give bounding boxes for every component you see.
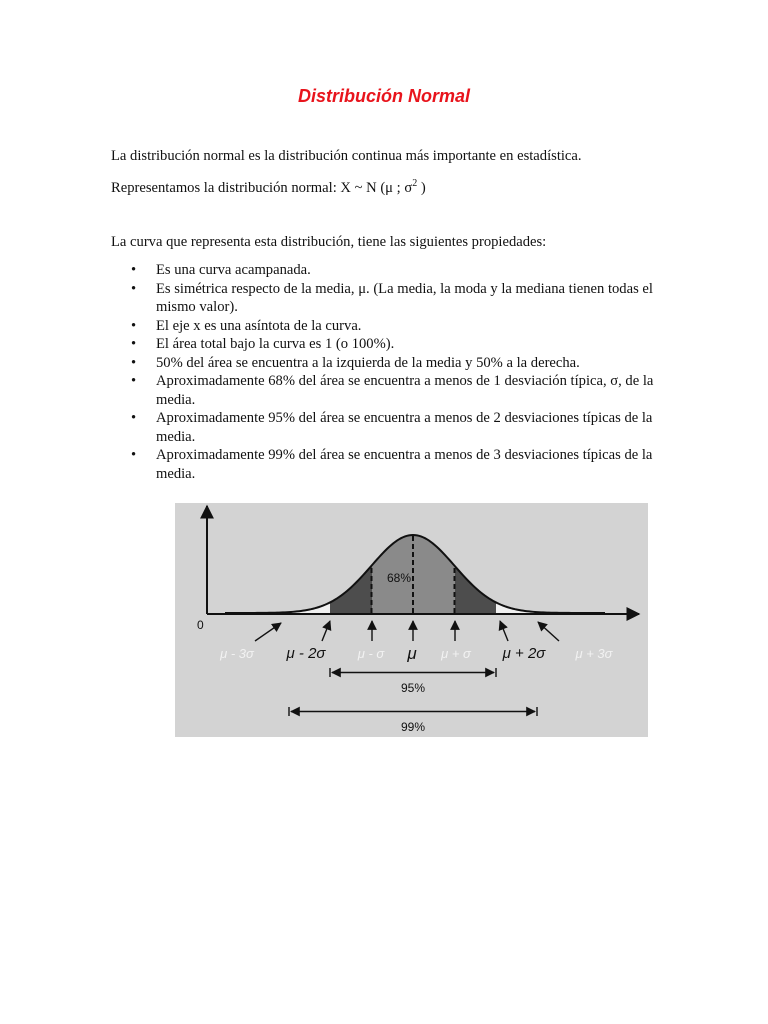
document-title: Distribución Normal xyxy=(297,86,471,106)
tick-label-plus-one-sigma: μ + σ xyxy=(441,646,471,661)
arrow-minus-two-sigma xyxy=(322,621,330,641)
range-99-label: 99% xyxy=(400,720,426,734)
list-item: • 50% del área se encuentra a la izquierda de la media y 50% a la derecha. xyxy=(111,354,671,373)
properties-list xyxy=(111,261,671,483)
tick-label-plus-two-sigma: μ + 2σ xyxy=(502,645,546,662)
tick-label-minus-three-sigma: μ - 3σ xyxy=(220,646,254,661)
list-item: • El área total bajo la curva es 1 (o 100%). xyxy=(111,335,671,354)
range-95-label: 95% xyxy=(400,681,426,695)
list-item: • Aproximadamente 95% del área se encuentra a menos de 2 desviaciones típicas de la media. xyxy=(111,409,671,446)
arrow-plus-two-sigma xyxy=(500,621,508,641)
arrow-minus-three-sigma xyxy=(255,623,281,641)
variance-exponent: 2 xyxy=(412,178,418,189)
representation-paragraph xyxy=(111,175,426,197)
origin-label: 0 xyxy=(197,618,204,632)
normal-distribution-figure xyxy=(175,503,648,737)
tick-label-minus-one-sigma: μ - σ xyxy=(357,646,385,661)
list-item: • El eje x es una asíntota de la curva. xyxy=(111,317,671,336)
list-item: • Es simétrica respecto de la media, μ. (La media, la moda y la mediana tienen todas el mismo valor). xyxy=(111,280,671,317)
center-percent-label: 68% xyxy=(386,571,412,585)
tick-label-plus-three-sigma: μ + 3σ xyxy=(575,646,613,661)
intro-paragraph: La distribución normal es la distribución continua más importante en estadística. xyxy=(111,148,582,164)
tick-label-minus-two-sigma: μ - 2σ xyxy=(286,645,326,662)
representation-text: Representamos la distribución normal: X ~ N (μ ; σ xyxy=(111,179,413,196)
list-item: • Aproximadamente 99% del área se encuentra a menos de 3 desviaciones típicas de la media. xyxy=(111,446,671,483)
arrow-plus-three-sigma xyxy=(538,622,559,641)
properties-intro: La curva que representa esta distribución, tiene las siguientes propiedades: xyxy=(111,234,547,250)
list-item: • Es una curva acampanada. xyxy=(111,261,671,280)
representation-suffix: ) xyxy=(417,179,426,196)
normal-curve-diagram xyxy=(175,503,648,737)
tick-label-mean: μ xyxy=(407,644,417,663)
list-item: • Aproximadamente 68% del área se encuentra a menos de 1 desviación típica, σ, de la media. xyxy=(111,372,671,409)
